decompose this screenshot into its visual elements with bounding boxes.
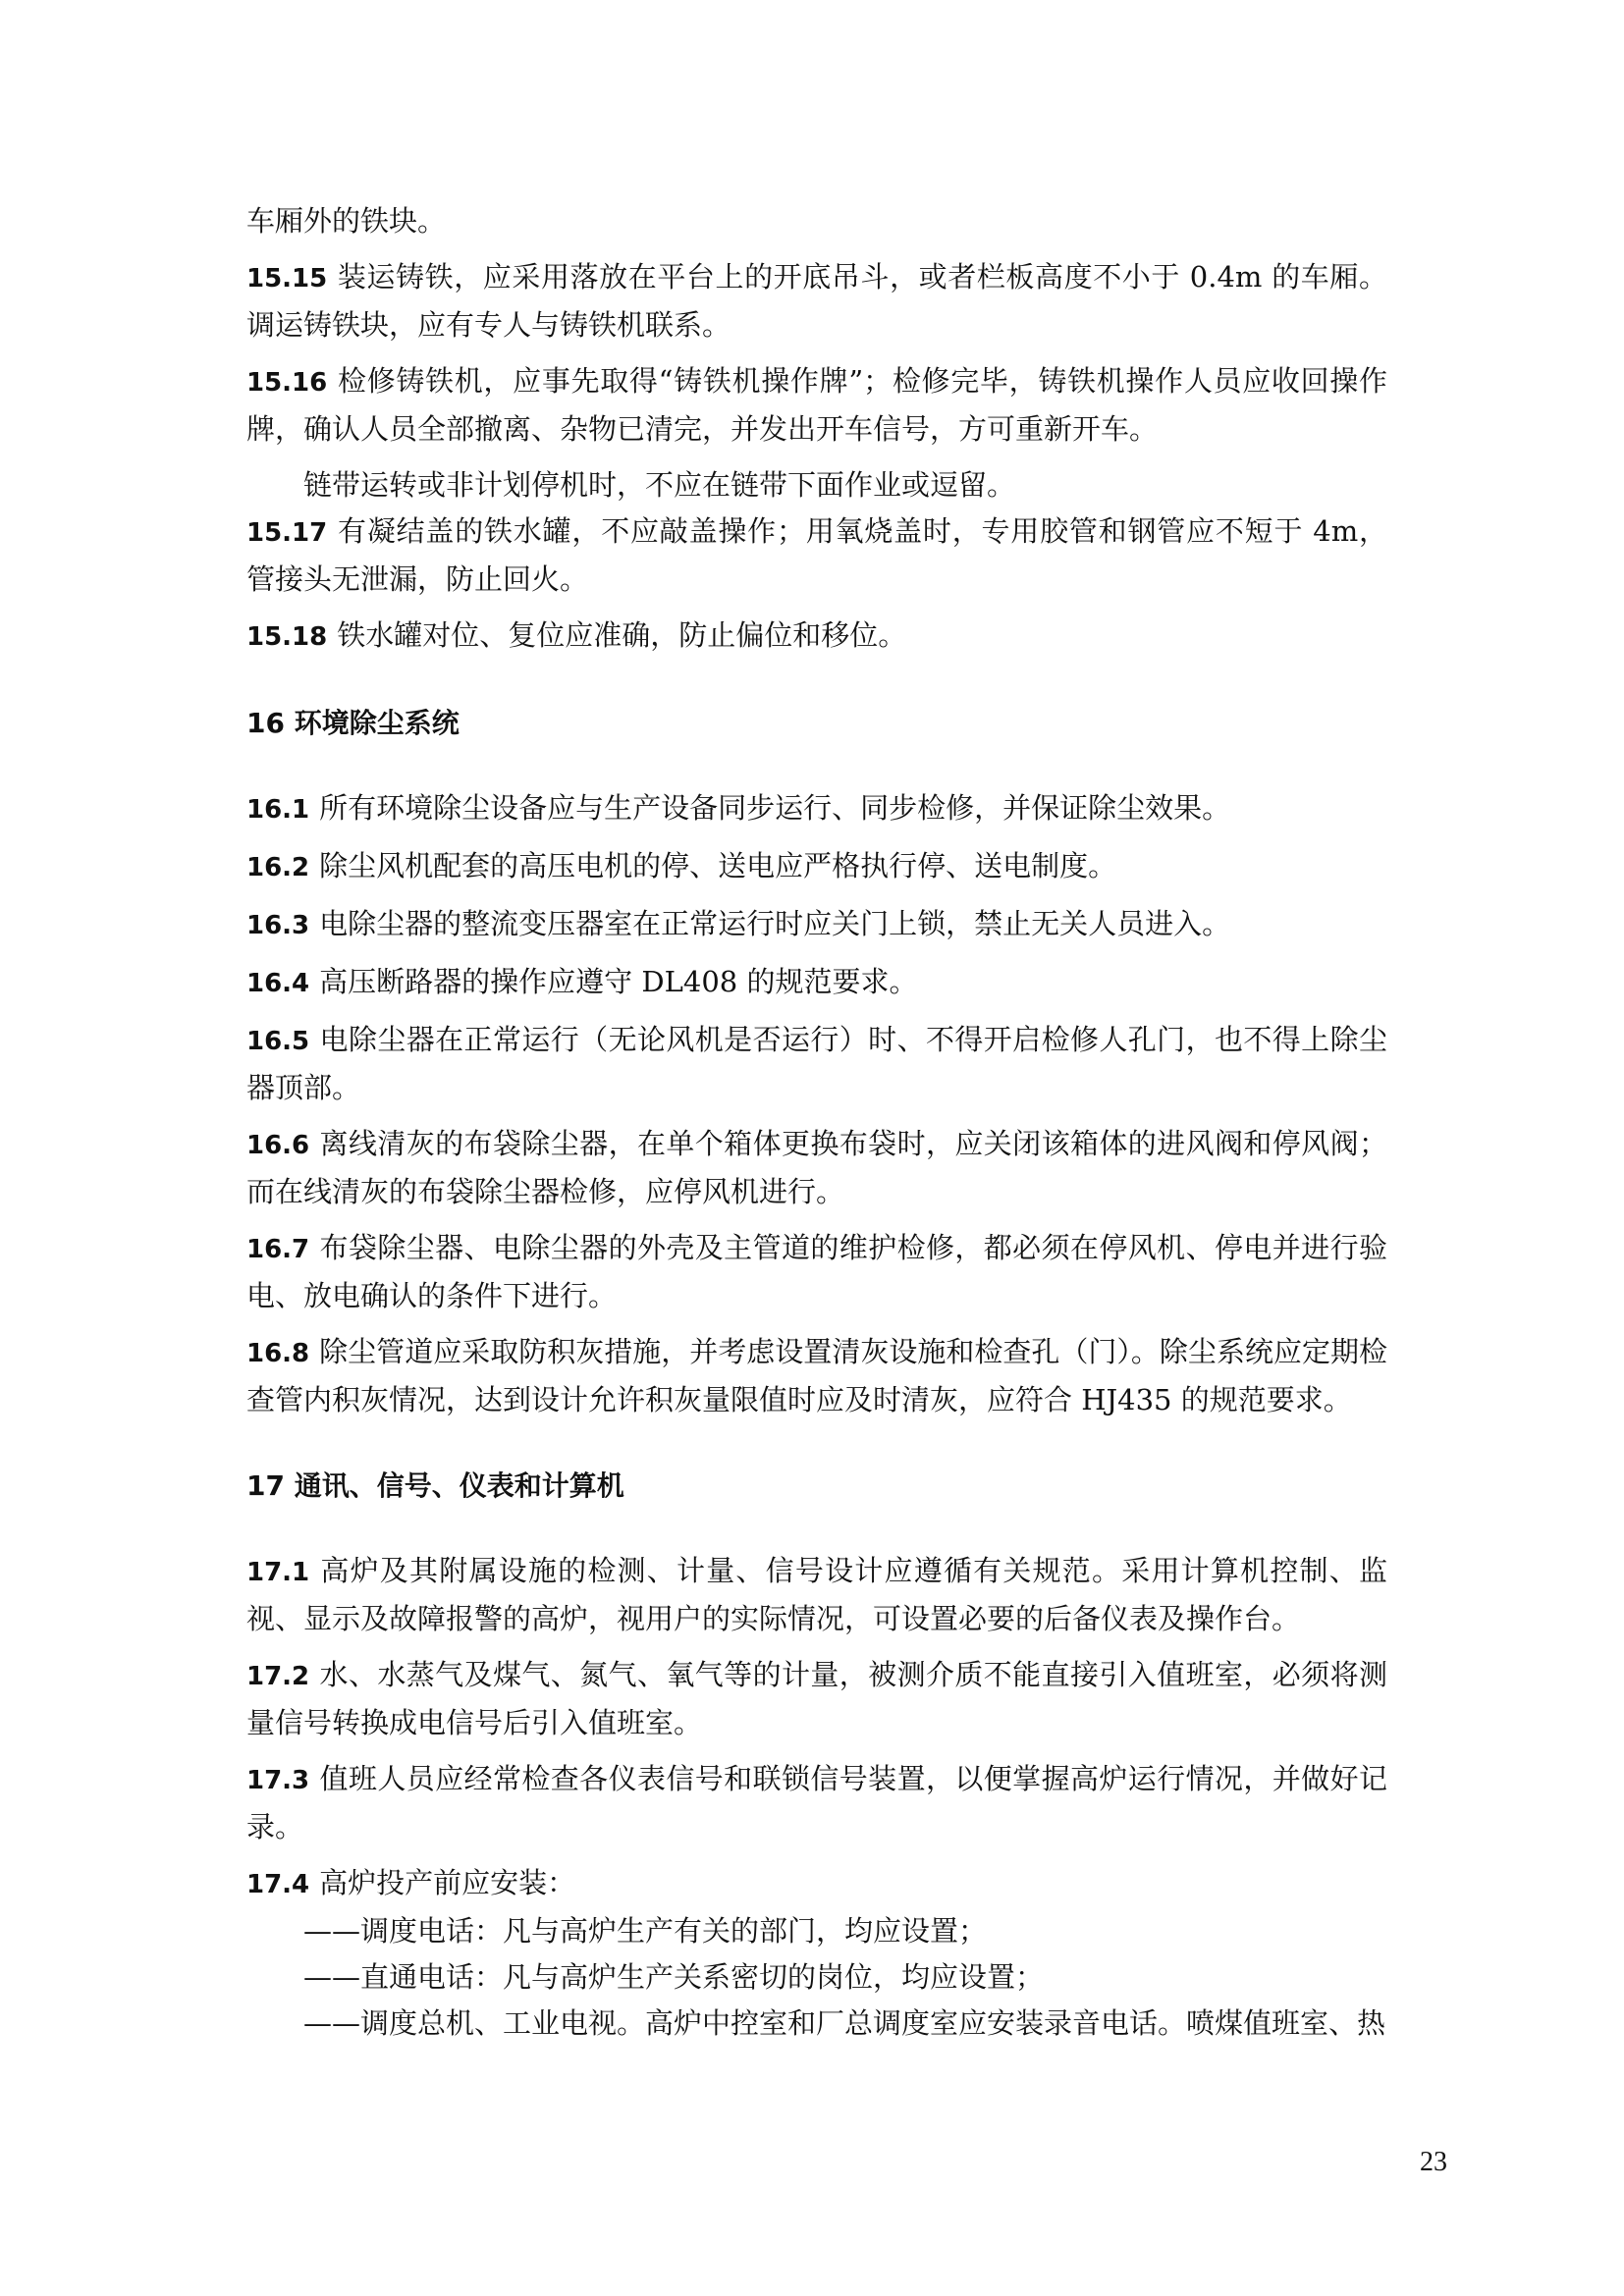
- clause-number: 15.15: [246, 264, 328, 294]
- clause-number: 16.1: [246, 795, 310, 825]
- list-item: ——调度电话：凡与高炉生产有关的部门，均应设置；: [303, 1914, 988, 1948]
- clause-number: 15.17: [246, 518, 328, 548]
- clause-text: 布袋除尘器、电除尘器的外壳及主管道的维护检修，都必须在停风机、停电并进行验电、放电确认的条件下进行。: [246, 1231, 1387, 1312]
- clause-paragraph: [246, 1756, 1387, 1850]
- list-item: ——直通电话：凡与高炉生产关系密切的岗位，均应设置；: [303, 1960, 1045, 1994]
- clause-paragraph: [246, 198, 1387, 244]
- clause-text: 所有环境除尘设备应与生产设备同步运行、同步检修，并保证除尘效果。: [319, 791, 1231, 825]
- page-body: [246, 198, 1387, 2056]
- clause-paragraph: [246, 959, 1387, 1007]
- clause-paragraph: [246, 785, 1387, 833]
- clause-paragraph: [246, 1652, 1387, 1746]
- clause-number: 15.18: [246, 622, 328, 652]
- clause-text: 电除尘器在正常运行（无论风机是否运行）时、不得开启检修人孔门，也不得上除尘器顶部。: [246, 1023, 1387, 1104]
- clause-number: 16.7: [246, 1235, 310, 1264]
- clause-text: 高压断路器的操作应遵守 DL408 的规范要求。: [319, 965, 918, 998]
- page-number: 23: [1420, 2147, 1447, 2177]
- clause-number: 16.6: [246, 1131, 310, 1160]
- clause-number: 17.2: [246, 1662, 310, 1691]
- clause-number: 17.4: [246, 1870, 310, 1899]
- clause-text: 水、水蒸气及煤气、氮气、氧气等的计量，被测介质不能直接引入值班室，必须将测量信号转换成电信号后引入值班室。: [246, 1658, 1387, 1739]
- clause-text: 高炉及其附属设施的检测、计量、信号设计应遵循有关规范。采用计算机控制、监视、显示及故障报警的高炉，视用户的实际情况，可设置必要的后备仪表及操作台。: [246, 1554, 1387, 1635]
- clause-paragraph: [246, 1225, 1387, 1319]
- section-heading: 16 环境除尘系统: [246, 707, 460, 739]
- clause-text: 检修铸铁机，应事先取得“铸铁机操作牌”；检修完毕，铸铁机操作人员应收回操作牌，确认人员全部撤离、杂物已清完，并发出开车信号，方可重新开车。: [246, 364, 1387, 446]
- dash-list: [246, 1908, 1387, 2047]
- clause-text: 除尘风机配套的高压电机的停、送电应严格执行停、送电制度。: [319, 849, 1117, 882]
- clause-paragraph: [246, 901, 1387, 949]
- clause-text: 装运铸铁，应采用落放在平台上的开底吊斗，或者栏板高度不小于 0.4m 的车厢。调运铸铁块，应有专人与铸铁机联系。: [246, 260, 1387, 342]
- clause-number: 16.8: [246, 1339, 310, 1368]
- clause-text: 车厢外的铁块。: [246, 204, 447, 238]
- clause-number: 16.3: [246, 911, 310, 940]
- clause-paragraph: [246, 1017, 1387, 1111]
- clause-paragraph: [246, 358, 1387, 453]
- clause-text: 有凝结盖的铁水罐，不应敲盖操作；用氧烧盖时，专用胶管和钢管应不短于 4m，管接头无泄漏，防止回火。: [246, 514, 1387, 596]
- list-item: ——调度总机、工业电视。高炉中控室和厂总调度室应安装录音电话。喷煤值班室、热: [303, 2006, 1386, 2040]
- clause-number: 16.4: [246, 969, 310, 998]
- clause-with-list: [246, 1860, 1387, 2047]
- clause-paragraph: [246, 254, 1387, 348]
- clause-text: 值班人员应经常检查各仪表信号和联锁信号装置，以便掌握高炉运行情况，并做好记录。: [246, 1762, 1387, 1843]
- clause-number: 17.3: [246, 1766, 310, 1795]
- clause-paragraph: [246, 1548, 1387, 1642]
- clause-paragraph: [246, 508, 1387, 603]
- clause-text: 离线清灰的布袋除尘器，在单个箱体更换布袋时，应关闭该箱体的进风阀和停风阀；而在线清灰的布袋除尘器检修，应停风机进行。: [246, 1127, 1387, 1208]
- clause-number: 16.5: [246, 1027, 310, 1056]
- clause-number: 17.1: [246, 1558, 310, 1587]
- clause-text: 高炉投产前应安装：: [319, 1866, 576, 1899]
- clause-paragraph: [246, 613, 1387, 661]
- clause-paragraph: [246, 1329, 1387, 1423]
- clause-text: 铁水罐对位、复位应准确，防止偏位和移位。: [337, 618, 907, 652]
- section-heading: 17 通讯、信号、仪表和计算机: [246, 1469, 624, 1502]
- clause-paragraph: [246, 843, 1387, 891]
- clause-number: 16.2: [246, 853, 310, 882]
- indented-paragraph: 链带运转或非计划停机时，不应在链带下面作业或逗留。: [303, 468, 1016, 502]
- clause-text: 除尘管道应采取防积灰措施，并考虑设置清灰设施和检查孔（门）。除尘系统应定期检查管内积灰情况，达到设计允许积灰量限值时应及时清灰，应符合 HJ435 的规范要求。: [246, 1335, 1387, 1416]
- clause-text: 电除尘器的整流变压器室在正常运行时应关门上锁，禁止无关人员进入。: [319, 907, 1231, 940]
- clause-paragraph: [246, 1121, 1387, 1215]
- clause-number: 15.16: [246, 368, 328, 398]
